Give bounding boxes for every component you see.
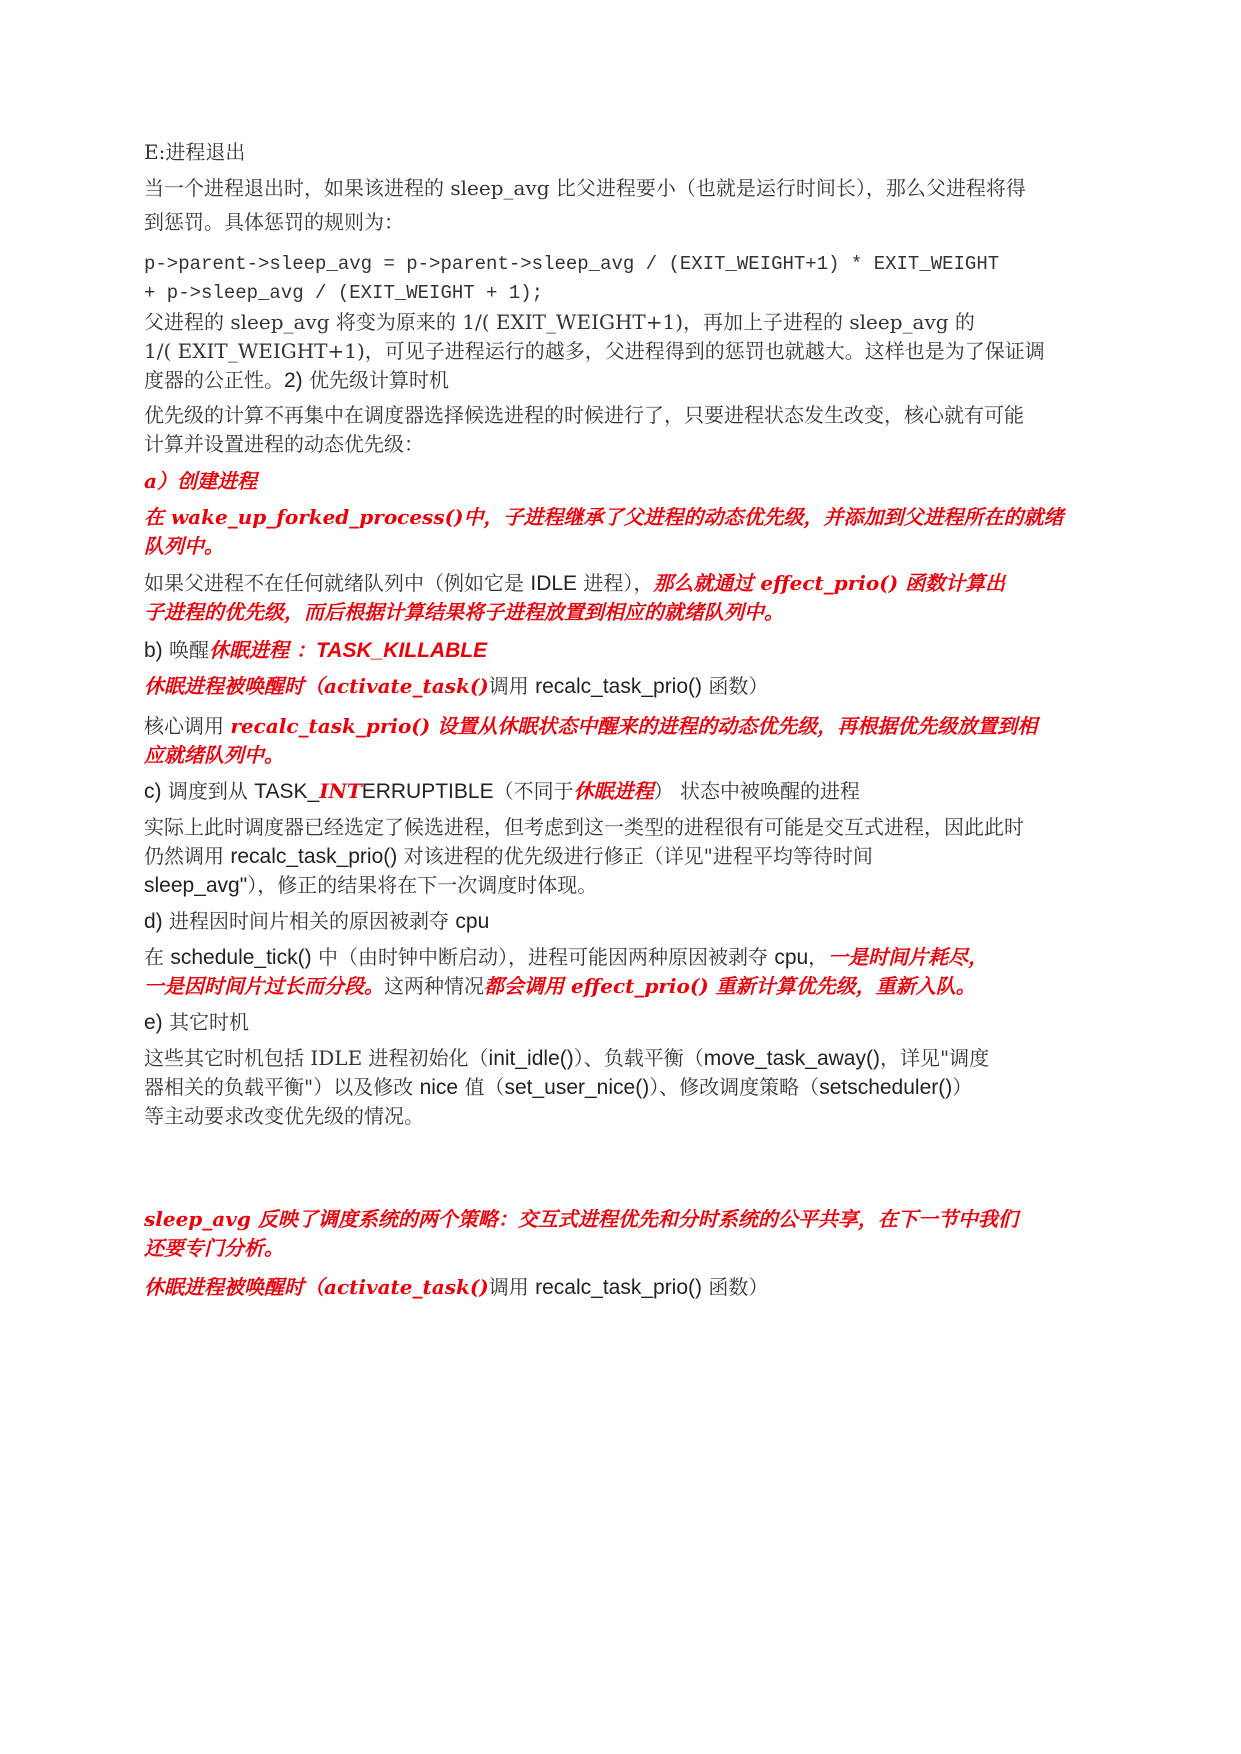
c-paragraph-line-2 [144, 842, 873, 871]
text-span: 这些其它时机包括 IDLE 进程初始化（ [144, 1046, 489, 1070]
function-name: recalc_task_prio() [535, 675, 703, 698]
text-span: 对该进程的优先级进行修正（详见"进程平均等待时间 [397, 844, 873, 868]
text-span: nice [419, 1076, 459, 1099]
text-span: ERRUPTIBLE [361, 780, 494, 803]
function-name: set_user_nice() [504, 1076, 650, 1099]
text-span: 唤醒 [162, 638, 210, 662]
list-marker-b: b) [144, 639, 163, 662]
a-red-paragraph-line-1: 在 wake_up_forked_process()中，子进程继承了父进程的动态优先级，并添加到父进程所在的就绪 [144, 505, 1064, 529]
task-killable-label: TASK_KILLABLE [316, 639, 488, 662]
text-span: 函数） [702, 1275, 769, 1299]
text-span: 核心调用 [144, 714, 231, 738]
text-span: ），修正的结果将在下一次调度时体现。 [247, 873, 598, 897]
text-span: cpu [455, 910, 490, 933]
text-span: TASK_ [254, 780, 320, 803]
paragraph-3-line-1: 优先级的计算不再集中在调度器选择候选进程的时候进行了，只要进程状态发生改变，核心就有可能 [144, 403, 1024, 427]
c-paragraph-line-3 [144, 871, 597, 900]
text-span: 仍然调用 [144, 844, 231, 868]
red-text-span: INT [319, 779, 362, 803]
text-span: ， [808, 945, 829, 969]
section-heading-priority-timing: 优先级计算时机 [302, 368, 450, 392]
text-span: ）、修改调度策略（ [649, 1075, 820, 1099]
red-text-span: 一是时间片耗尽， [828, 945, 989, 969]
a-paragraph-2-line-2: 子进程的优先级，而后根据计算结果将子进程放置到相应的就绪队列中。 [144, 600, 784, 624]
red-text-span: 休眠进程 [573, 779, 654, 803]
function-name: recalc_task_prio() [535, 1276, 703, 1299]
a-paragraph-2-line-1 [144, 569, 1005, 598]
note-line-1: sleep_avg 反映了调度系统的两个策略：交互式进程优先和分时系统的公平共享，在下一节中我们 [144, 1207, 1018, 1231]
red-text-span: 一是因时间片过长而分段。 [144, 974, 384, 998]
text-span: ，详见"调度 [879, 1046, 990, 1070]
paragraph-3-line-2: 计算并设置进程的动态优先级： [144, 432, 424, 456]
list-marker-d: d) [144, 910, 163, 933]
paragraph-2-line-2: 1/( EXIT_WEIGHT+1)，可见子进程运行的越多，父进程得到的惩罚也就越大。这样也是为了保证调 [144, 339, 1045, 363]
function-name: schedule_tick() [170, 946, 312, 969]
function-name: move_task_away() [703, 1047, 880, 1070]
subheading-a-create-process: a）创建进程 [144, 469, 257, 493]
text-span: sleep_avg" [144, 874, 248, 897]
paragraph-1-line-2: 到惩罚。具体惩罚的规则为： [144, 210, 404, 234]
text-span: ）、负载平衡（ [573, 1046, 704, 1070]
red-text-span: 休眠进程 ： [209, 638, 317, 662]
paragraph-1-line-1: 当一个进程退出时，如果该进程的 sleep_avg 比父进程要小（也就是运行时间长），那么父进程将得 [144, 176, 1026, 200]
b-paragraph-2-line-1 [144, 712, 1037, 740]
code-line-1: p->parent->sleep_avg = p->parent->sleep_avg / (EXIT_WEIGHT+1) * EXIT_WEIGHT [144, 253, 1000, 275]
text-span: 调度到从 [161, 779, 255, 803]
text-span: 函数） [702, 674, 769, 698]
text-span: ） [952, 1075, 973, 1099]
paragraph-2-text: 度器的公正性。 [144, 368, 284, 392]
function-name: recalc_task_prio() [230, 845, 398, 868]
note-line-2: 还要专门分析。 [144, 1236, 284, 1260]
final-line [144, 1273, 768, 1302]
text-span: ） 状态中被唤醒的进程 [653, 779, 860, 803]
text-span: （不同于 [493, 779, 574, 803]
text-span: 中（由时钟中断启动），进程可能因两种原因被剥夺 [311, 945, 775, 969]
red-text-span: 休眠进程被唤醒时（activate_task() [144, 1275, 489, 1299]
text-span: 调用 [488, 1275, 536, 1299]
list-number-2: 2) [284, 369, 303, 392]
e-paragraph-line-1 [144, 1044, 989, 1073]
red-text-span: 休眠进程被唤醒时（activate_task() [144, 674, 489, 698]
text-span: 进程因时间片相关的原因被剥夺 [162, 909, 456, 933]
list-marker-c: c) [144, 780, 162, 803]
subheading-c [144, 777, 860, 806]
text-span: 进程）， [577, 571, 654, 595]
d-paragraph-line-2 [144, 972, 976, 1000]
subheading-d [144, 907, 489, 936]
subheading-b [144, 636, 487, 665]
paragraph-2-line-3 [144, 366, 449, 395]
text-span: 调用 [488, 674, 536, 698]
section-heading-e: E:进程退出 [144, 140, 246, 164]
red-text-span: recalc_task_prio() 设置从休眠状态中醒来的进程的动态优先级，再根据优先级放置到相 [230, 714, 1038, 738]
text-span-idle: IDLE [530, 572, 578, 595]
function-name: setscheduler() [819, 1076, 953, 1099]
red-text-span: 都会调用 effect_prio() 重新计算优先级，重新入队。 [484, 974, 976, 998]
e-paragraph-line-2 [144, 1073, 972, 1102]
text-span: 器相关的负载平衡"）以及修改 [144, 1075, 420, 1099]
b-paragraph-1 [144, 672, 768, 701]
c-paragraph-line-1: 实际上此时调度器已经选定了候选进程，但考虑到这一类型的进程很有可能是交互式进程，因此此时 [144, 815, 1024, 839]
text-span: 如果父进程不在任何就绪队列中（例如它是 [144, 571, 531, 595]
list-marker-e: e) [144, 1011, 163, 1034]
red-text-span: 那么就通过 effect_prio() 函数计算出 [653, 571, 1006, 595]
code-line-2: + p->sleep_avg / (EXIT_WEIGHT + 1); [144, 282, 544, 304]
text-span: 在 [144, 945, 171, 969]
a-red-paragraph-line-2: 队列中。 [144, 534, 224, 558]
b-paragraph-2-line-2: 应就绪队列中。 [144, 743, 284, 767]
paragraph-2-line-1: 父进程的 sleep_avg 将变为原来的 1/( EXIT_WEIGHT+1)，再加上子进程的 sleep_avg 的 [144, 310, 975, 334]
d-paragraph-line-1 [144, 943, 988, 972]
text-span: 值（ [458, 1075, 505, 1099]
text-span: 这两种情况 [384, 974, 484, 998]
function-name: init_idle() [488, 1047, 574, 1070]
e-paragraph-line-3: 等主动要求改变优先级的情况。 [144, 1104, 424, 1128]
text-span: cpu [774, 946, 809, 969]
subheading-e [144, 1008, 249, 1037]
text-span: 其它时机 [162, 1010, 250, 1034]
